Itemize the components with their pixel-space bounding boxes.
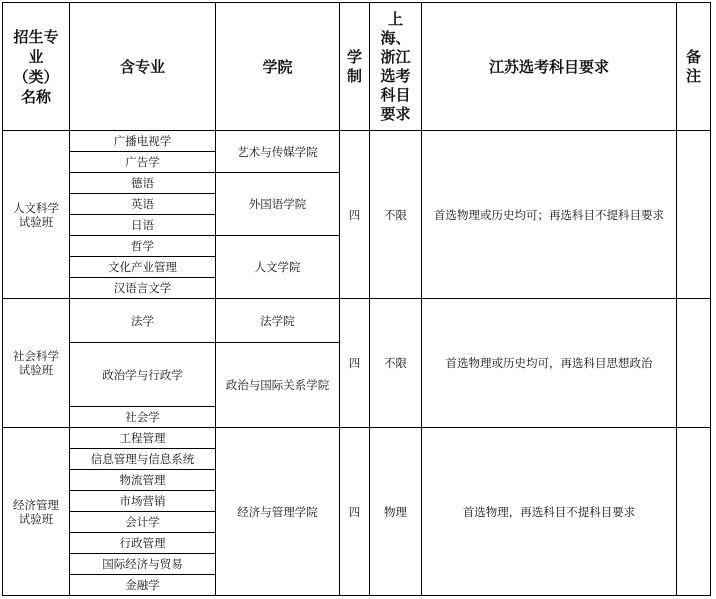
notes-cell	[677, 299, 711, 428]
college-cell: 人文学院	[216, 236, 340, 299]
major-cell: 日语	[70, 215, 216, 236]
table-row	[3, 428, 711, 449]
header-row	[3, 3, 711, 131]
header-shanghai-zhejiang: 上 海、 浙江 选考 科目 要求	[370, 3, 422, 131]
header-duration: 学 制	[340, 3, 370, 131]
major-cell: 社会学	[70, 407, 216, 428]
college-cell: 法学院	[216, 299, 340, 343]
header-college: 学院	[216, 3, 340, 131]
category-cell: 人文科学 试验班	[3, 131, 70, 299]
sh-zj-requirement-cell: 不限	[370, 299, 422, 428]
header-jiangsu: 江苏选考科目要求	[422, 3, 677, 131]
major-cell: 政治学与行政学	[70, 343, 216, 407]
major-cell: 文化产业管理	[70, 257, 216, 278]
major-cell: 哲学	[70, 236, 216, 257]
sh-zj-requirement-cell: 不限	[370, 131, 422, 299]
major-cell: 国际经济与贸易	[70, 554, 216, 575]
notes-cell	[677, 131, 711, 299]
jiangsu-requirement-cell: 首选物理或历史均可；再选科目不提科目要求	[422, 131, 677, 299]
category-cell: 社会科学 试验班	[3, 299, 70, 428]
table-row	[3, 299, 711, 343]
college-cell: 经济与管理学院	[216, 428, 340, 596]
major-cell: 信息管理与信息系统	[70, 449, 216, 470]
major-cell: 会计学	[70, 512, 216, 533]
major-cell: 广播电视学	[70, 131, 216, 152]
duration-cell: 四	[340, 299, 370, 428]
notes-cell	[677, 428, 711, 596]
college-cell: 政治与国际关系学院	[216, 343, 340, 428]
major-cell: 广告学	[70, 152, 216, 173]
header-notes: 备 注	[677, 3, 711, 131]
sh-zj-requirement-cell: 物理	[370, 428, 422, 596]
major-cell: 德语	[70, 173, 216, 194]
header-majors: 含专业	[70, 3, 216, 131]
major-cell: 行政管理	[70, 533, 216, 554]
major-cell: 工程管理	[70, 428, 216, 449]
major-cell: 汉语言文学	[70, 278, 216, 299]
category-cell: 经济管理 试验班	[3, 428, 70, 596]
major-cell: 法学	[70, 299, 216, 343]
header-category: 招生专 业 （类） 名称	[3, 3, 70, 131]
college-cell: 外国语学院	[216, 173, 340, 236]
table-row	[3, 131, 711, 152]
major-cell: 物流管理	[70, 470, 216, 491]
duration-cell: 四	[340, 428, 370, 596]
major-cell: 市场营销	[70, 491, 216, 512]
college-cell: 艺术与传媒学院	[216, 131, 340, 173]
duration-cell: 四	[340, 131, 370, 299]
admission-table	[2, 2, 711, 596]
major-cell: 英语	[70, 194, 216, 215]
major-cell: 金融学	[70, 575, 216, 596]
jiangsu-requirement-cell: 首选物理，再选科目不提科目要求	[422, 428, 677, 596]
jiangsu-requirement-cell: 首选物理或历史均可，再选科目思想政治	[422, 299, 677, 428]
